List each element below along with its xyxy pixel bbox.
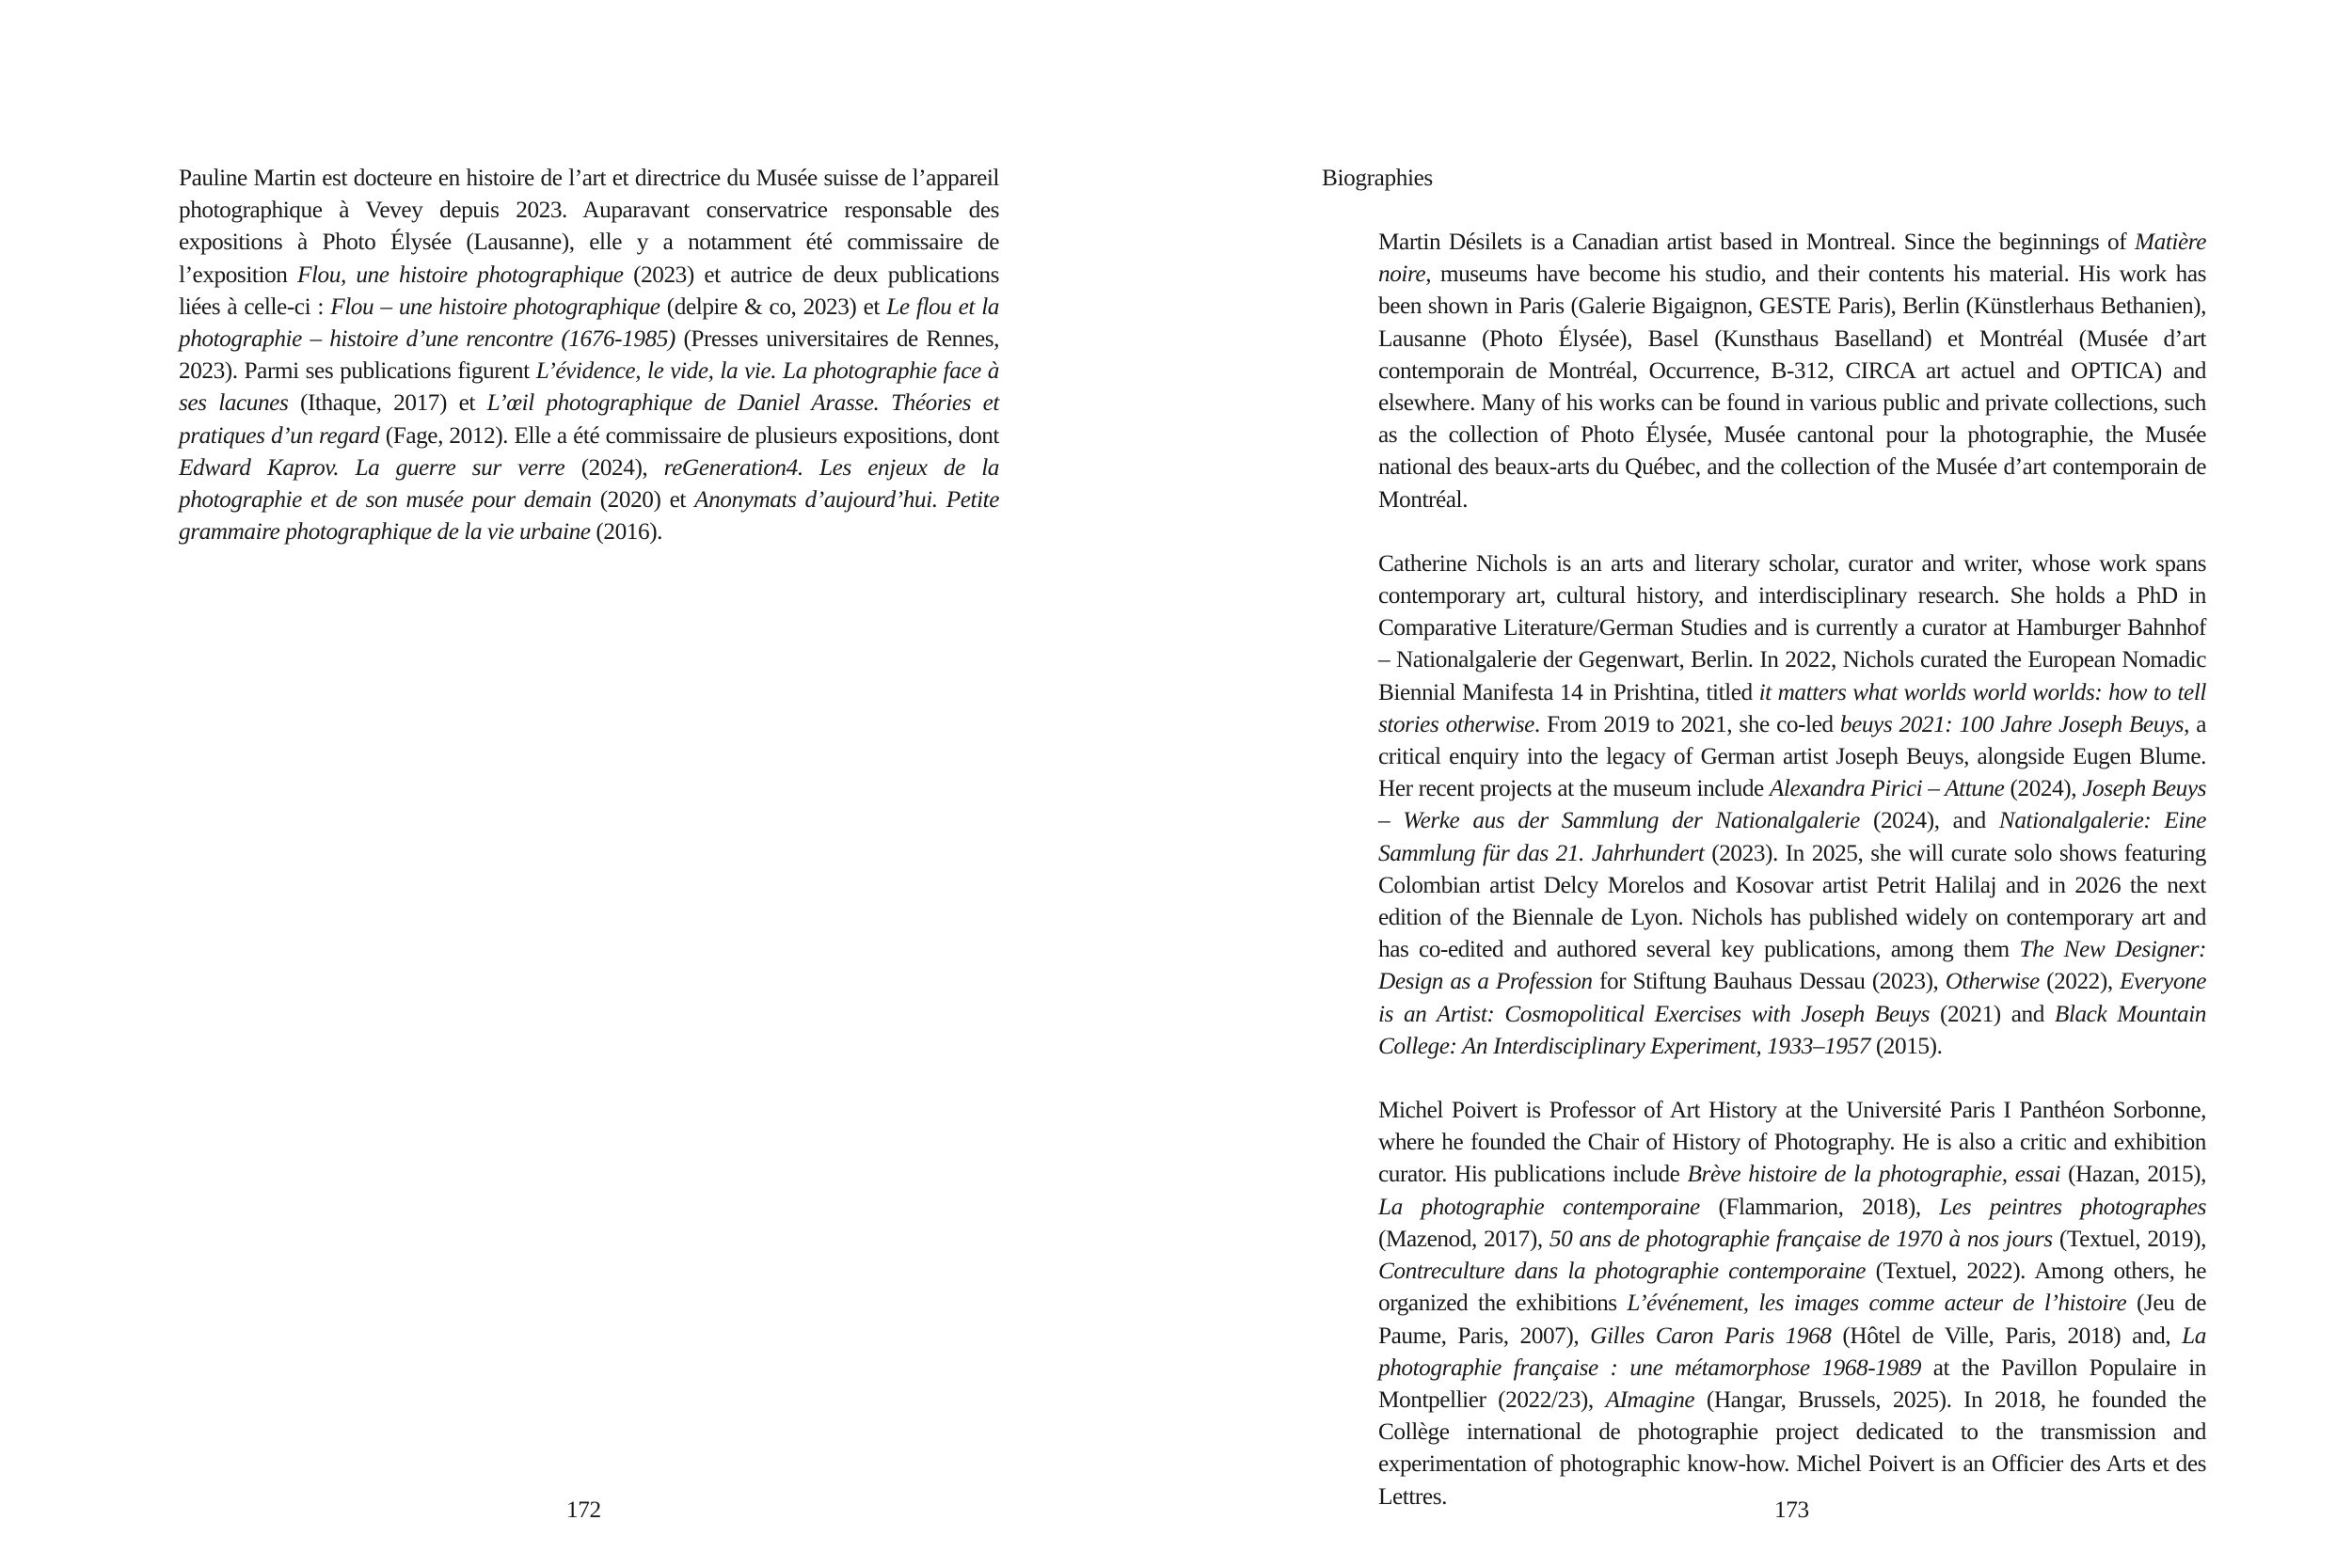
italic-title: Joseph Beuys – Werke aus der Sammlung der Nationalgalerie <box>1378 775 2207 834</box>
page-number-172: 172 <box>566 1497 601 1523</box>
biographies-list <box>1378 226 2206 1513</box>
italic-title: The New Designer: Design as a Profession <box>1378 936 2206 995</box>
italic-title: Edward Kaprov. La guerre sur verre <box>179 453 565 481</box>
italic-title: La photographie contemporaine <box>1378 1193 1700 1220</box>
italic-title: Flou – une histoire photographique <box>330 293 660 320</box>
italic-title: Anonymats d’aujourd’hui. Petite grammaire photographique de la vie urbaine <box>179 486 1000 546</box>
italic-title: Les peintres photographes <box>1939 1193 2206 1220</box>
italic-title: 50 ans de photographie française de 1970 à nos jours <box>1549 1225 2053 1252</box>
bio-catherine-nichols: Catherine Nichols is an arts and literary scholar, curator and writer, whose work spans contemporary art, cultural history, and interdisciplinary research. She holds a PhD in Comparative Literature/German Studies and is currently a curator at Hamburger Bahnhof – Nationalgalerie der Gegenwart, Berlin. In 2022, Nichols curated the European Nomadic Biennial Manifesta 14 in Prishtina, titled it matters what worlds world worlds: how to tell stories otherwise. From 2019 to 2021, she co-led beuys 2021: 100 Jahre Joseph Beuys, a critical enquiry into the legacy of German artist Joseph Beuys, alongside Eugen Blume. Her recent projects at the museum include Alexandra Pirici – Attune (2024), Joseph Beuys – Werke aus der Sammlung der Nationalgalerie (2024), and Nationalgalerie: Eine Sammlung für das 21. Jahrhundert (2023). In 2025, she will curate solo shows featuring Colombian artist Delcy Morelos and Kosovar artist Petrit Halilaj and in 2026 the next edition of the Biennale de Lyon. Nichols has published widely on contemporary art and has co-edited and authored several key publications, among them The New Designer: Design as a Profession for Stiftung Bauhaus Dessau (2023), Otherwise (2022), Everyone is an Artist: Cosmopolitical Exercises with Joseph Beuys (2021) and Black Mountain College: An Interdisciplinary Experiment, 1933–1957 (2015). <box>1378 549 2207 1059</box>
italic-title: L’œil photographique de Daniel Arasse. Théories et pratiques d’un regard <box>179 389 999 449</box>
italic-title: Otherwise <box>1945 968 2040 995</box>
right-page <box>1176 0 2352 1568</box>
italic-title: Everyone is an Artist: Cosmopolitical Exercises with Joseph Beuys <box>1378 968 2206 1027</box>
page-number-173: 173 <box>1774 1497 1809 1523</box>
italic-title: L’évidence, le vide, la vie. La photographie face à ses lacunes <box>179 357 999 417</box>
italic-title: Flou, une histoire photographique <box>296 261 624 288</box>
italic-title: Brève histoire de la photographie, essai <box>1687 1161 2061 1188</box>
italic-title: AImagine <box>1605 1386 1695 1413</box>
section-title-biographies: Biographies <box>1322 165 1433 191</box>
italic-title: Contreculture dans la photographie contemporaine <box>1378 1258 1867 1285</box>
italic-title: L’événement, les images comme acteur de l’histoire <box>1627 1290 2127 1317</box>
italic-title: Le flou et la photographie – histoire d’une rencontre (1676-1985) <box>179 293 1000 353</box>
italic-title: Nationalgalerie: Eine Sammlung für das 21. Jahrhundert <box>1378 807 2206 866</box>
italic-title: Alexandra Pirici – Attune <box>1769 775 2005 802</box>
bio-pauline-martin: Pauline Martin est docteure en histoire de l’art et directrice du Musée suisse de l’appareil photographique à Vevey depuis 2023. Auparavant conservatrice responsable des expositions à Photo Élysée (Lausanne), elle y a notamment été commissaire de l’exposition Flou, une histoire photographique (2023) et autrice de deux publications liées à celle-ci : Flou – une histoire photographique (delpire & co, 2023) et Le flou et la photographie – histoire d’une rencontre (1676-1985) (Presses universitaires de Rennes, 2023). Parmi ses publications figurent L’évidence, le vide, la vie. La photographie face à ses lacunes (Ithaque, 2017) et L’œil photographique de Daniel Arasse. Théories et pratiques d’un regard (Fage, 2012). Elle a été commissaire de plusieurs expositions, dont Edward Kaprov. La guerre sur verre (2024), reGeneration4. Les enjeux de la photographie et de son musée pour demain (2020) et Anonymats d’aujourd’hui. Petite grammaire photographique de la vie urbaine (2016). <box>179 165 1000 546</box>
italic-title: La photographie française : une métamorphose 1968-1989 <box>1378 1322 2206 1381</box>
italic-title: Matière noire <box>1378 229 2206 288</box>
bio-michel-poivert: Michel Poivert is Professor of Art History at the Université Paris I Panthéon Sorbonne, where he founded the Chair of History of Photography. He is also a critic and exhibition curator. His publications include Brève histoire de la photographie, essai (Hazan, 2015), La photographie contemporaine (Flammarion, 2018), Les peintres photographes (Mazenod, 2017), 50 ans de photographie française de 1970 à nos jours (Textuel, 2019), Contreculture dans la photographie contemporaine (Textuel, 2022). Among others, he organized the exhibitions L’événement, les images comme acteur de l’histoire (Jeu de Paume, Paris, 2007), Gilles Caron Paris 1968 (Hôtel de Ville, Paris, 2018) and, La photographie française : une métamorphose 1968-1989 at the Pavillon Populaire in Montpellier (2022/23), AImagine (Hangar, Brussels, 2025). In 2018, he founded the Collège international de photographie project dedicated to the transmission and experimentation of photographic know-how. Michel Poivert is an Officier des Arts et des Lettres. <box>1378 1097 2207 1510</box>
italic-title: it matters what worlds world worlds: how to tell stories otherwise <box>1378 678 2206 737</box>
italic-title: reGeneration4. Les enjeux de la photographie et de son musée pour demain <box>179 453 999 514</box>
italic-title: Black Mountain College: An Interdisciplinary Experiment, 1933–1957 <box>1378 1000 2206 1059</box>
italic-title: beuys 2021: 100 Jahre Joseph Beuys <box>1839 710 2185 737</box>
italic-title: Gilles Caron Paris 1968 <box>1590 1322 1832 1349</box>
bio-martin-desilets: Martin Désilets is a Canadian artist based in Montreal. Since the beginnings of Matière noire, museums have become his studio, and their contents his material. His work has been shown in Paris (Galerie Bigaignon, GESTE Paris), Berlin (Künstlerhaus Bethanien), Lausanne (Photo Élysée), Basel (Kunsthaus Baselland) et Montréal (Musée d’art contemporain de Montréal, Occurrence, B-312, CIRCA art actuel and OPTICA) and elsewhere. Many of his works can be found in various public and private collections, such as the collection of Photo Élysée, Musée cantonal pour la photographie, the Musée national des beaux-arts du Québec, and the collection of the Musée d’art contemporain de Montréal. <box>1378 229 2206 513</box>
